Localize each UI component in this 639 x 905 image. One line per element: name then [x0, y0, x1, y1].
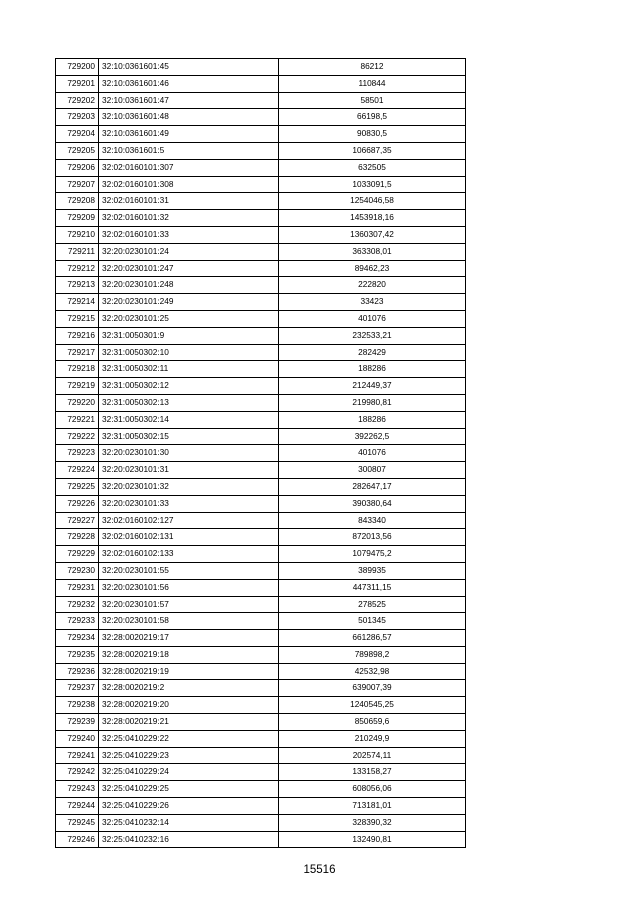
row-number-cell: 729238 — [56, 697, 99, 714]
cadastral-value-cell: 188286 — [279, 411, 466, 428]
cadastral-value-cell: 1453918,16 — [279, 210, 466, 227]
cadastral-number-cell: 32:20:0230101:58 — [99, 613, 279, 630]
row-number-cell: 729246 — [56, 831, 99, 848]
cadastral-value-cell: 639007,39 — [279, 680, 466, 697]
cadastral-number-cell: 32:10:0361601:49 — [99, 126, 279, 143]
row-number-cell: 729228 — [56, 529, 99, 546]
cadastral-value-cell: 282647,17 — [279, 478, 466, 495]
table-row — [56, 529, 466, 546]
row-number-cell: 729227 — [56, 512, 99, 529]
cadastral-value-cell: 300807 — [279, 462, 466, 479]
table-row — [56, 109, 466, 126]
table-row — [56, 428, 466, 445]
cadastral-number-cell: 32:10:0361601:47 — [99, 92, 279, 109]
row-number-cell: 729224 — [56, 462, 99, 479]
cadastral-value-cell: 843340 — [279, 512, 466, 529]
table-row — [56, 445, 466, 462]
cadastral-number-cell: 32:25:0410232:16 — [99, 831, 279, 848]
cadastral-number-cell: 32:31:0050302:15 — [99, 428, 279, 445]
cadastral-number-cell: 32:28:0020219:20 — [99, 697, 279, 714]
cadastral-number-cell: 32:28:0020219:18 — [99, 646, 279, 663]
cadastral-number-cell: 32:20:0230101:249 — [99, 294, 279, 311]
cadastral-number-cell: 32:31:0050302:13 — [99, 394, 279, 411]
table-row — [56, 562, 466, 579]
cadastral-number-cell: 32:28:0020219:21 — [99, 714, 279, 731]
cadastral-value-cell: 713181,01 — [279, 798, 466, 815]
row-number-cell: 729215 — [56, 310, 99, 327]
row-number-cell: 729220 — [56, 394, 99, 411]
row-number-cell: 729240 — [56, 730, 99, 747]
cadastral-value-cell: 42532,98 — [279, 663, 466, 680]
table-row — [56, 831, 466, 848]
cadastral-value-cell: 789898,2 — [279, 646, 466, 663]
row-number-cell: 729219 — [56, 378, 99, 395]
cadastral-number-cell: 32:31:0050302:12 — [99, 378, 279, 395]
row-number-cell: 729225 — [56, 478, 99, 495]
row-number-cell: 729209 — [56, 210, 99, 227]
table-row — [56, 411, 466, 428]
cadastral-value-cell: 33423 — [279, 294, 466, 311]
cadastral-value-cell: 89462,23 — [279, 260, 466, 277]
row-number-cell: 729229 — [56, 546, 99, 563]
cadastral-value-cell: 1033091,5 — [279, 176, 466, 193]
table-row — [56, 126, 466, 143]
cadastral-value-cell: 66198,5 — [279, 109, 466, 126]
row-number-cell: 729243 — [56, 781, 99, 798]
table-row — [56, 680, 466, 697]
cadastral-value-cell: 850659,6 — [279, 714, 466, 731]
cadastral-number-cell: 32:31:0050302:11 — [99, 361, 279, 378]
cadastral-value-cell: 328390,32 — [279, 814, 466, 831]
row-number-cell: 729237 — [56, 680, 99, 697]
cadastral-value-cell: 632505 — [279, 159, 466, 176]
cadastral-value-cell: 401076 — [279, 445, 466, 462]
row-number-cell: 729202 — [56, 92, 99, 109]
cadastral-value-cell: 1079475,2 — [279, 546, 466, 563]
row-number-cell: 729226 — [56, 495, 99, 512]
row-number-cell: 729239 — [56, 714, 99, 731]
cadastral-value-cell: 219980,81 — [279, 394, 466, 411]
table-row — [56, 814, 466, 831]
cadastral-number-cell: 32:02:0160102:133 — [99, 546, 279, 563]
table-row — [56, 226, 466, 243]
table-row — [56, 75, 466, 92]
row-number-cell: 729232 — [56, 596, 99, 613]
table-row — [56, 579, 466, 596]
row-number-cell: 729213 — [56, 277, 99, 294]
row-number-cell: 729223 — [56, 445, 99, 462]
cadastral-value-cell: 447311,15 — [279, 579, 466, 596]
cadastral-value-cell: 110844 — [279, 75, 466, 92]
row-number-cell: 729200 — [56, 59, 99, 76]
cadastral-number-cell: 32:20:0230101:56 — [99, 579, 279, 596]
cadastral-value-cell: 389935 — [279, 562, 466, 579]
table-row — [56, 294, 466, 311]
cadastral-number-cell: 32:28:0020219:19 — [99, 663, 279, 680]
cadastral-number-cell: 32:25:0410229:23 — [99, 747, 279, 764]
cadastral-value-cell: 278525 — [279, 596, 466, 613]
cadastral-value-cell: 232533,21 — [279, 327, 466, 344]
table-row — [56, 260, 466, 277]
row-number-cell: 729233 — [56, 613, 99, 630]
cadastral-number-cell: 32:20:0230101:25 — [99, 310, 279, 327]
cadastral-number-cell: 32:20:0230101:33 — [99, 495, 279, 512]
table-row — [56, 714, 466, 731]
table-row — [56, 176, 466, 193]
cadastral-number-cell: 32:25:0410229:25 — [99, 781, 279, 798]
cadastral-value-cell: 133158,27 — [279, 764, 466, 781]
table-row — [56, 277, 466, 294]
table-row — [56, 142, 466, 159]
table-row — [56, 798, 466, 815]
table-row — [56, 378, 466, 395]
cadastral-number-cell: 32:31:0050302:10 — [99, 344, 279, 361]
cadastral-number-cell: 32:10:0361601:46 — [99, 75, 279, 92]
table-row — [56, 630, 466, 647]
row-number-cell: 729208 — [56, 193, 99, 210]
cadastral-number-cell: 32:28:0020219:2 — [99, 680, 279, 697]
cadastral-number-cell: 32:25:0410229:24 — [99, 764, 279, 781]
table-row — [56, 159, 466, 176]
table-row — [56, 495, 466, 512]
cadastral-number-cell: 32:31:0050301:9 — [99, 327, 279, 344]
cadastral-value-cell: 58501 — [279, 92, 466, 109]
cadastral-number-cell: 32:02:0160101:32 — [99, 210, 279, 227]
page-number: 15516 — [303, 864, 336, 876]
table-row — [56, 59, 466, 76]
cadastral-value-table — [55, 58, 466, 848]
cadastral-number-cell: 32:02:0160101:33 — [99, 226, 279, 243]
cadastral-number-cell: 32:25:0410232:14 — [99, 814, 279, 831]
cadastral-number-cell: 32:10:0361601:5 — [99, 142, 279, 159]
row-number-cell: 729203 — [56, 109, 99, 126]
cadastral-value-cell: 202574,11 — [279, 747, 466, 764]
table-row — [56, 478, 466, 495]
row-number-cell: 729230 — [56, 562, 99, 579]
table-body — [56, 59, 466, 848]
cadastral-value-cell: 1254046,58 — [279, 193, 466, 210]
row-number-cell: 729245 — [56, 814, 99, 831]
cadastral-value-cell: 363308,01 — [279, 243, 466, 260]
cadastral-value-cell: 222820 — [279, 277, 466, 294]
table-row — [56, 210, 466, 227]
table-row — [56, 596, 466, 613]
cadastral-value-cell: 608056,06 — [279, 781, 466, 798]
cadastral-number-cell: 32:20:0230101:57 — [99, 596, 279, 613]
cadastral-number-cell: 32:20:0230101:247 — [99, 260, 279, 277]
row-number-cell: 729231 — [56, 579, 99, 596]
cadastral-value-cell: 501345 — [279, 613, 466, 630]
row-number-cell: 729205 — [56, 142, 99, 159]
row-number-cell: 729242 — [56, 764, 99, 781]
row-number-cell: 729214 — [56, 294, 99, 311]
table-row — [56, 697, 466, 714]
cadastral-value-cell: 210249,9 — [279, 730, 466, 747]
table-row — [56, 462, 466, 479]
row-number-cell: 729206 — [56, 159, 99, 176]
table-row — [56, 546, 466, 563]
row-number-cell: 729211 — [56, 243, 99, 260]
table-row — [56, 512, 466, 529]
cadastral-value-cell: 401076 — [279, 310, 466, 327]
row-number-cell: 729241 — [56, 747, 99, 764]
cadastral-value-cell: 1240545,25 — [279, 697, 466, 714]
table-row — [56, 310, 466, 327]
cadastral-number-cell: 32:10:0361601:48 — [99, 109, 279, 126]
row-number-cell: 729244 — [56, 798, 99, 815]
row-number-cell: 729222 — [56, 428, 99, 445]
cadastral-value-cell: 872013,56 — [279, 529, 466, 546]
cadastral-number-cell: 32:25:0410229:26 — [99, 798, 279, 815]
table-row — [56, 613, 466, 630]
table-row — [56, 193, 466, 210]
table-row — [56, 344, 466, 361]
cadastral-number-cell: 32:20:0230101:31 — [99, 462, 279, 479]
cadastral-value-cell: 392262,5 — [279, 428, 466, 445]
table-row — [56, 394, 466, 411]
cadastral-value-cell: 661286,57 — [279, 630, 466, 647]
cadastral-number-cell: 32:02:0160101:307 — [99, 159, 279, 176]
cadastral-value-cell: 282429 — [279, 344, 466, 361]
row-number-cell: 729218 — [56, 361, 99, 378]
cadastral-value-cell: 188286 — [279, 361, 466, 378]
cadastral-number-cell: 32:02:0160102:127 — [99, 512, 279, 529]
cadastral-number-cell: 32:20:0230101:24 — [99, 243, 279, 260]
cadastral-value-cell: 132490,81 — [279, 831, 466, 848]
cadastral-number-cell: 32:02:0160101:308 — [99, 176, 279, 193]
table-row — [56, 243, 466, 260]
cadastral-value-cell: 106687,35 — [279, 142, 466, 159]
row-number-cell: 729221 — [56, 411, 99, 428]
cadastral-number-cell: 32:02:0160102:131 — [99, 529, 279, 546]
cadastral-value-cell: 1360307,42 — [279, 226, 466, 243]
table-row — [56, 663, 466, 680]
cadastral-number-cell: 32:02:0160101:31 — [99, 193, 279, 210]
cadastral-value-cell: 86212 — [279, 59, 466, 76]
cadastral-value-cell: 90830,5 — [279, 126, 466, 143]
table-row — [56, 781, 466, 798]
cadastral-value-cell: 212449,37 — [279, 378, 466, 395]
table-row — [56, 92, 466, 109]
table-row — [56, 327, 466, 344]
table-row — [56, 747, 466, 764]
row-number-cell: 729210 — [56, 226, 99, 243]
row-number-cell: 729204 — [56, 126, 99, 143]
table-row — [56, 764, 466, 781]
cadastral-number-cell: 32:20:0230101:32 — [99, 478, 279, 495]
table-row — [56, 646, 466, 663]
row-number-cell: 729201 — [56, 75, 99, 92]
table-row — [56, 361, 466, 378]
row-number-cell: 729236 — [56, 663, 99, 680]
cadastral-number-cell: 32:10:0361601:45 — [99, 59, 279, 76]
cadastral-number-cell: 32:31:0050302:14 — [99, 411, 279, 428]
row-number-cell: 729217 — [56, 344, 99, 361]
row-number-cell: 729216 — [56, 327, 99, 344]
table-row — [56, 730, 466, 747]
cadastral-number-cell: 32:20:0230101:248 — [99, 277, 279, 294]
cadastral-number-cell: 32:25:0410229:22 — [99, 730, 279, 747]
cadastral-number-cell: 32:28:0020219:17 — [99, 630, 279, 647]
cadastral-value-cell: 390380,64 — [279, 495, 466, 512]
cadastral-number-cell: 32:20:0230101:30 — [99, 445, 279, 462]
row-number-cell: 729235 — [56, 646, 99, 663]
row-number-cell: 729207 — [56, 176, 99, 193]
row-number-cell: 729212 — [56, 260, 99, 277]
cadastral-number-cell: 32:20:0230101:55 — [99, 562, 279, 579]
row-number-cell: 729234 — [56, 630, 99, 647]
